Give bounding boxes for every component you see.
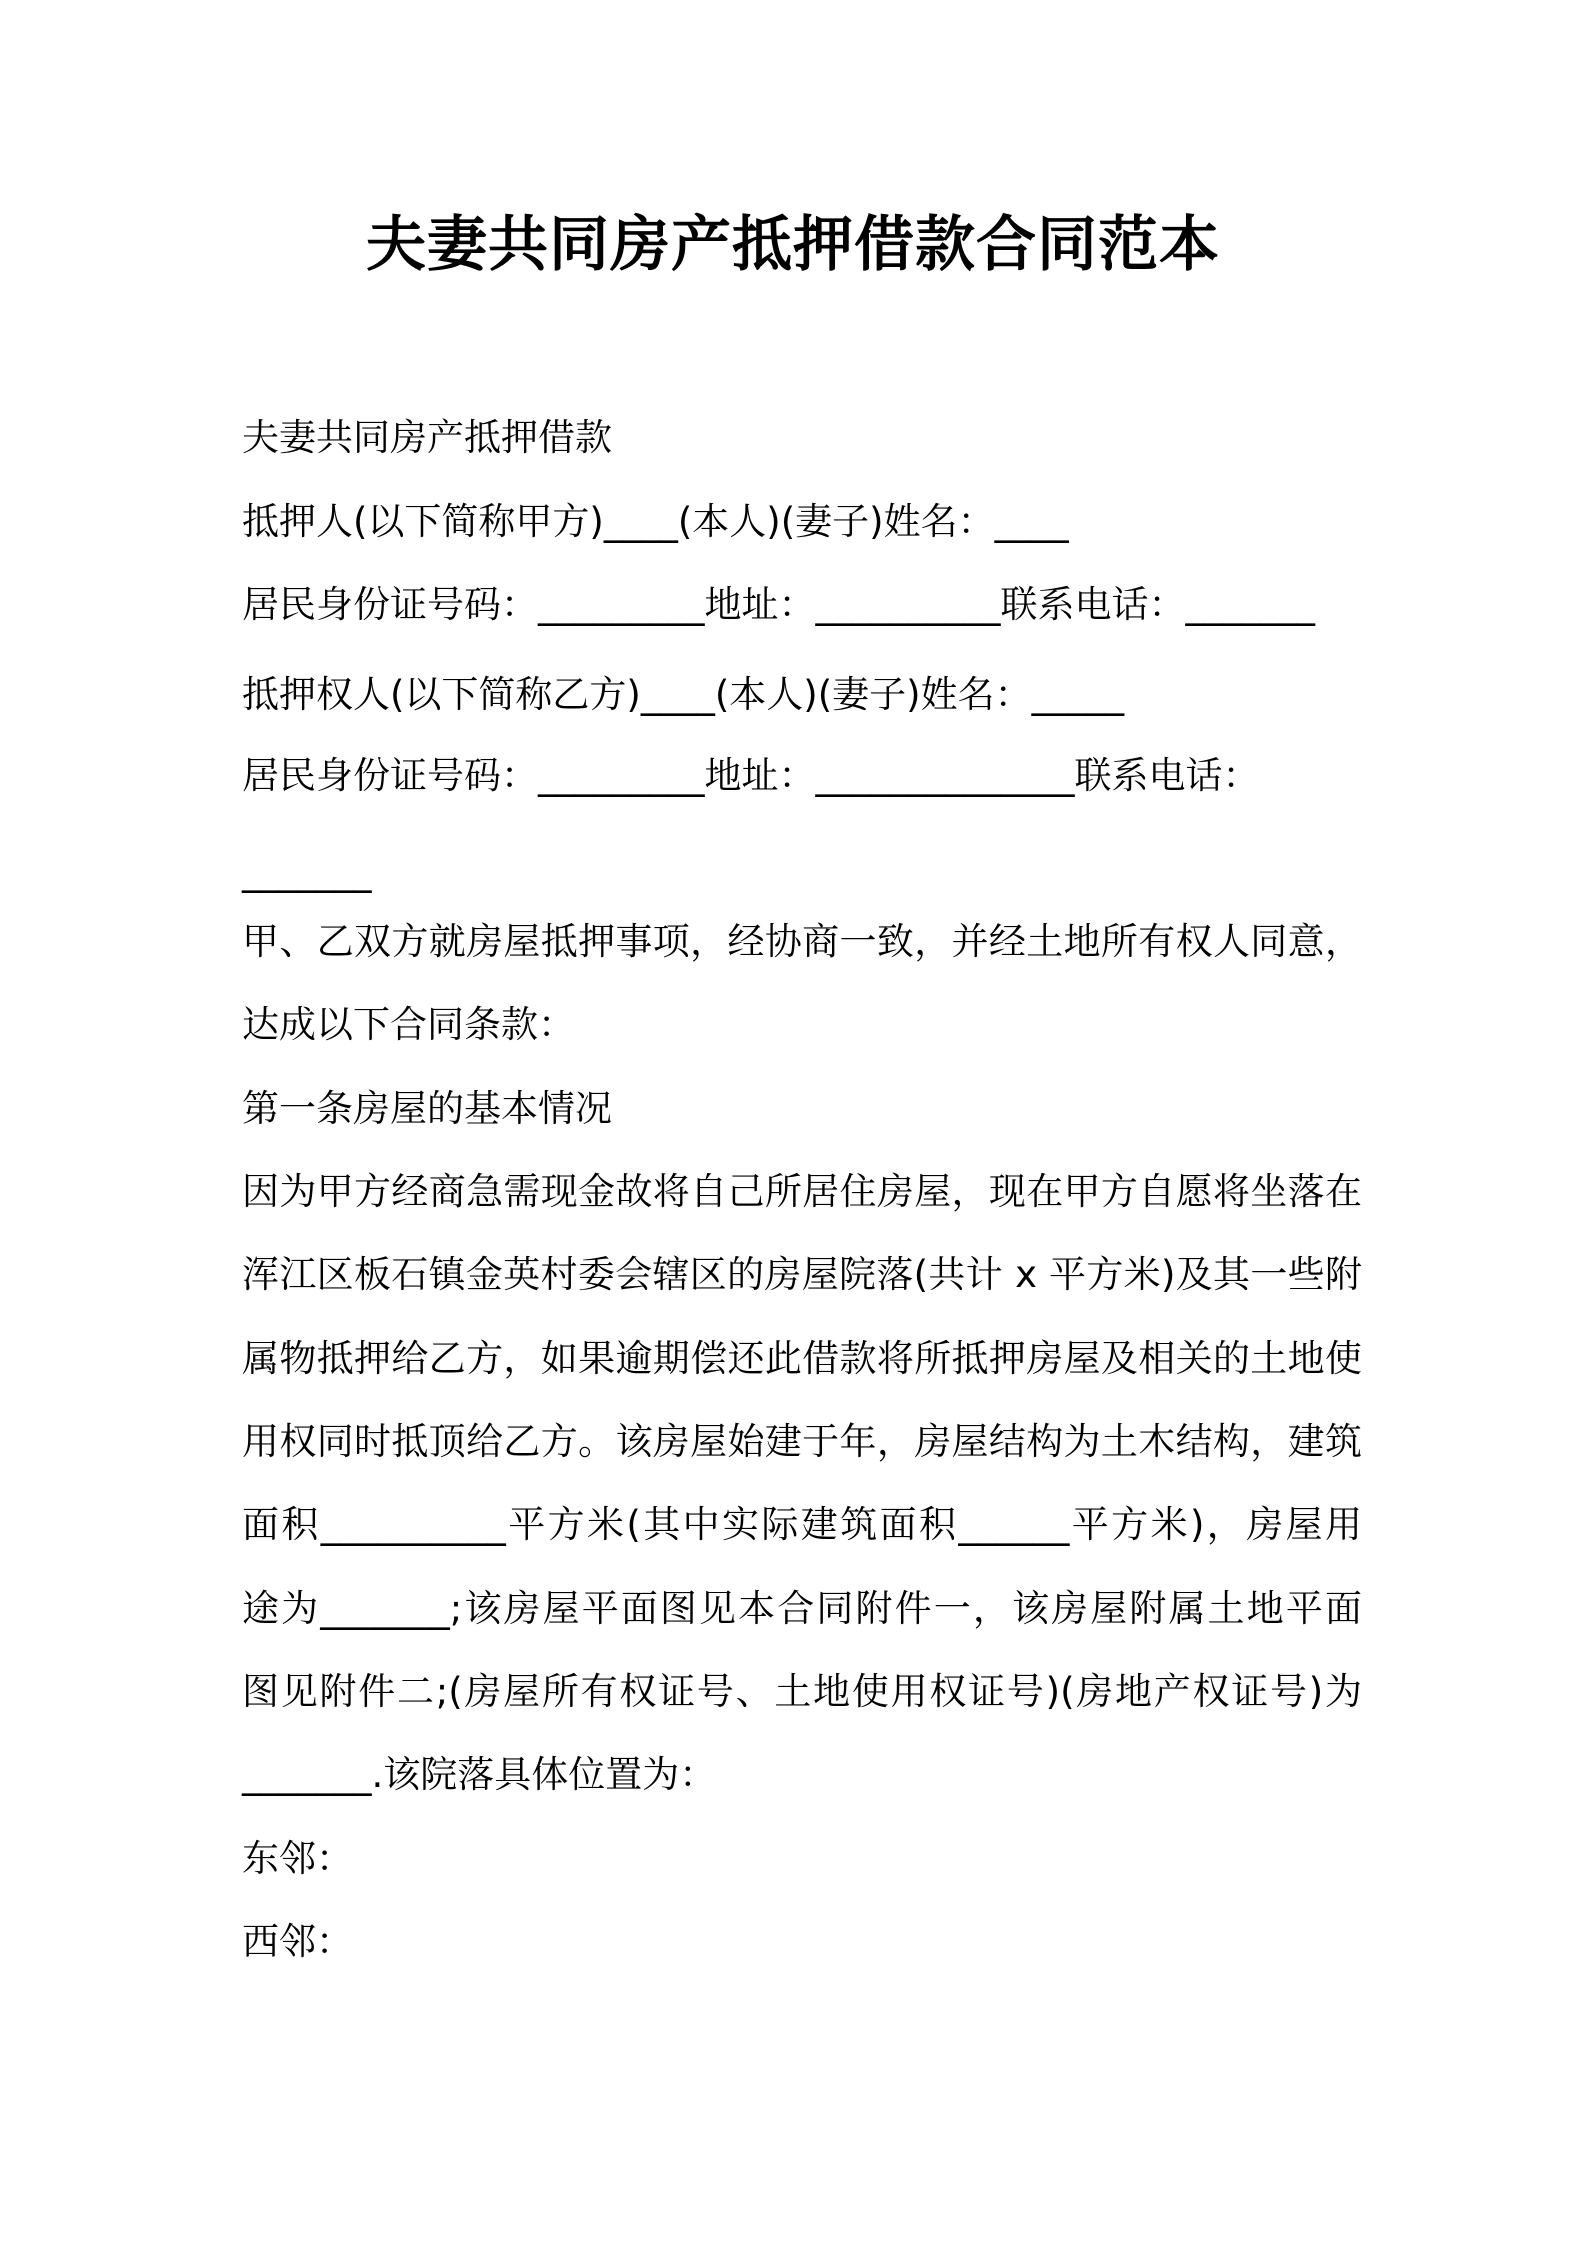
- phone-blank-line: _______: [242, 850, 372, 893]
- mortgagor-id-line: 居民身份证号码：_________地址：__________联系电话：_______: [242, 583, 1315, 626]
- paragraph-line: 达成以下合同条款：: [242, 1003, 575, 1046]
- paragraph-line: 属物抵押给乙方，如果逾期偿还此借款将所抵押房屋及相关的土地使: [242, 1337, 1362, 1380]
- paragraph-line: 面积__________平方米(其中实际建筑面积______平方米)，房屋用: [242, 1503, 1362, 1546]
- west-neighbor-line: 西邻：: [242, 1920, 353, 1963]
- article-heading: 第一条房屋的基本情况: [242, 1087, 612, 1130]
- paragraph-line: 浑江区板石镇金英村委会辖区的房屋院落(共计 x 平方米)及其一些附: [242, 1253, 1362, 1296]
- paragraph-line: 途为_______;该房屋平面图见本合同附件一，该房屋附属土地平面: [242, 1587, 1362, 1630]
- paragraph-line: _______.该院落具体位置为：: [242, 1753, 717, 1796]
- section-heading: 夫妻共同房产抵押借款: [242, 416, 612, 459]
- paragraph-line: 因为甲方经商急需现金故将自己所居住房屋，现在甲方自愿将坐落在: [242, 1170, 1362, 1213]
- paragraph-line: 用权同时抵顶给乙方。该房屋始建于年，房屋结构为土木结构，建筑: [242, 1420, 1362, 1463]
- mortgagor-line: 抵押人(以下简称甲方)____(本人)(妻子)姓名：____: [242, 500, 1069, 543]
- paragraph-line: 甲、乙双方就房屋抵押事项，经协商一致，并经土地所有权人同意，: [242, 920, 1362, 963]
- document-title: 夫妻共同房产抵押借款合同范本: [366, 210, 1220, 280]
- east-neighbor-line: 东邻：: [242, 1837, 353, 1880]
- mortgagee-id-line: 居民身份证号码：_________地址：______________联系电话：: [242, 754, 1260, 797]
- paragraph-line: 图见附件二;(房屋所有权证号、土地使用权证号)(房地产权证号)为: [242, 1670, 1362, 1713]
- mortgagee-line: 抵押权人(以下简称乙方)____(本人)(妻子)姓名：_____: [242, 673, 1125, 716]
